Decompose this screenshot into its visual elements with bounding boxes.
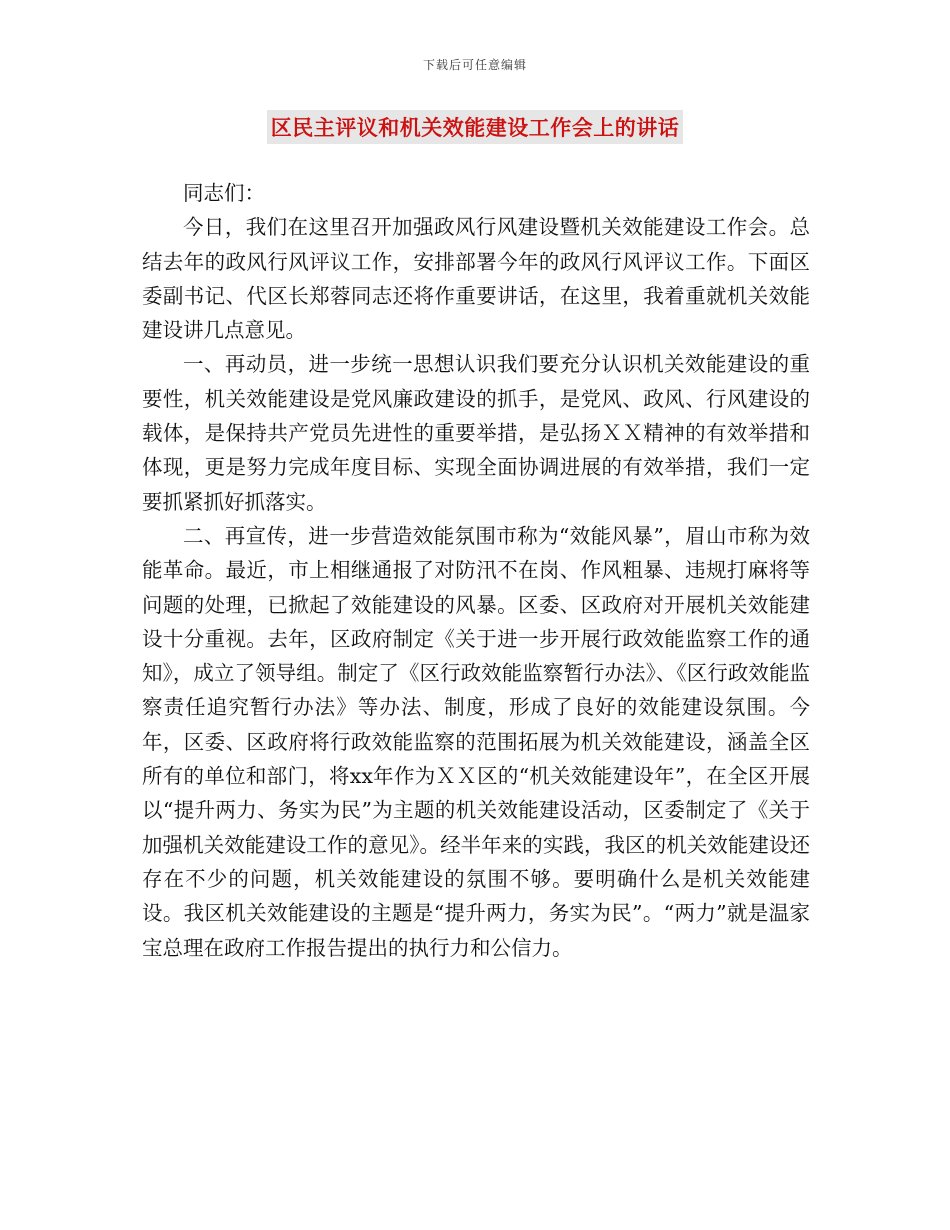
body-paragraph: 一、再动员，进一步统一思想认识我们要充分认识机关效能建设的重要性，机关效能建设是党风廉政建设的抓手，是党风、政风、行风建设的载体，是保持共产党员先进性的重要举措，是弘扬ＸＸ精神的有效举措和体现，更是努力完成年度目标、实现全面协调进展的有效举措，我们一定要抓紧抓好抓落实。: [142, 352, 810, 514]
document-title: 区民主评议和机关效能建设工作会上的讲话: [267, 110, 684, 144]
header-note: 下载后可任意编辑: [422, 58, 527, 72]
document-body: [142, 176, 810, 965]
body-paragraph: 二、再宣传，进一步营造效能氛围市称为“效能风暴”，眉山市称为效能革命。最近，市上相继通报了对防汛不在岗、作风粗暴、违规打麻将等问题的处理，已掀起了效能建设的风暴。区委、区政府对开展机关效能建设十分重视。去年，区政府制定《关于进一步开展行政效能监察工作的通知》，成立了领导组。制定了《区行政效能监察暂行办法》、《区行政效能监察责任追究暂行办法》等办法、制度，形成了良好的效能建设氛围。今年，区委、区政府将行政效能监察的范围拓展为机关效能建设，涵盖全区所有的单位和部门，将xx年作为ＸＸ区的“机关效能建设年”，在全区开展以“提升两力、务实为民”为主题的机关效能建设活动，区委制定了《关于加强机关效能建设工作的意见》。经半年来的实践，我区的机关效能建设还存在不少的问题，机关效能建设的氛围不够。要明确什么是机关效能建设。我区机关效能建设的主题是“提升两力，务实为民”。“两力”就是温家宝总理在政府工作报告提出的执行力和公信力。: [142, 523, 810, 960]
salutation-paragraph: 同志们：: [183, 181, 265, 205]
body-paragraph: 今日，我们在这里召开加强政风行风建设暨机关效能建设工作会。总结去年的政风行风评议工作，安排部署今年的政风行风评议工作。下面区委副书记、代区长郑蓉同志还将作重要讲话，在这里，我着重就机关效能建设讲几点意见。: [142, 215, 810, 343]
title-container: [0, 110, 950, 144]
